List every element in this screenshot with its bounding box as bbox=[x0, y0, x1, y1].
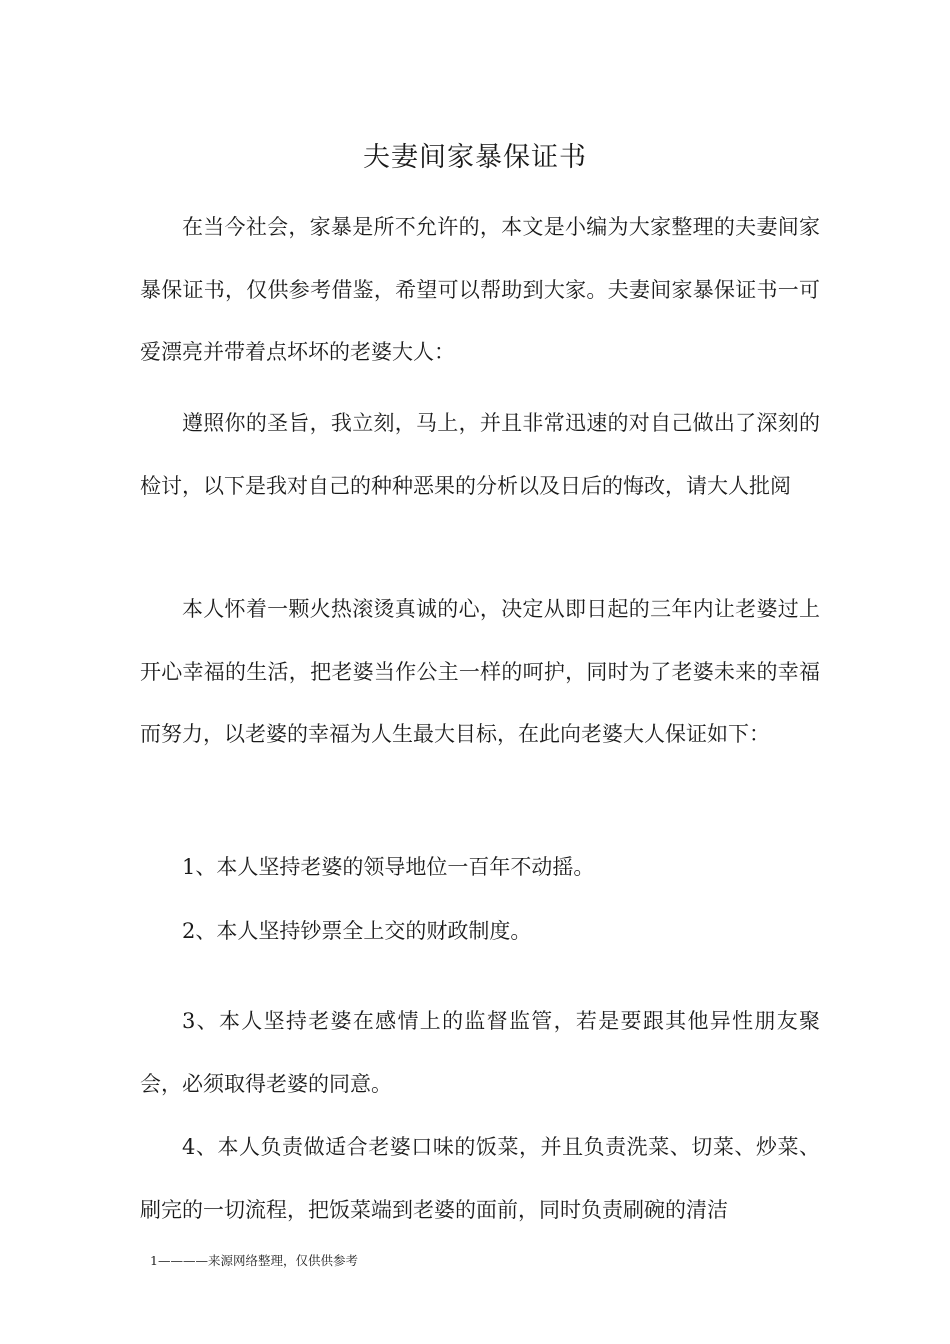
list-item-4: 4、本人负责做适合老婆口味的饭菜，并且负责洗菜、切菜、炒菜、刷完的一切流程，把饭菜端到老婆的面前，同时负责刷碗的清洁 bbox=[140, 1135, 820, 1222]
paragraph-intro: 在当今社会，家暴是所不允许的，本文是小编为大家整理的夫妻间家暴保证书，仅供参考借鉴，希望可以帮助到大家。夫妻间家暴保证书一可爱漂亮并带着点坏坏的老婆大人： bbox=[140, 215, 820, 364]
list-item-3: 3、本人坚持老婆在感情上的监督监管，若是要跟其他异性朋友聚会，必须取得老婆的同意。 bbox=[140, 1009, 820, 1096]
document-title: 夫妻间家暴保证书 bbox=[363, 142, 587, 173]
page-footer: 1————来源网络整理，仅供供参考 bbox=[150, 1253, 358, 1268]
list-item-1: 1、本人坚持老婆的领导地位一百年不动摇。 bbox=[182, 855, 595, 879]
paragraph-pledge: 本人怀着一颗火热滚烫真诚的心，决定从即日起的三年内让老婆过上开心幸福的生活，把老婆当作公主一样的呵护，同时为了老婆未来的幸福而努力，以老婆的幸福为人生最大目标，在此向老婆大人保证如下： bbox=[140, 597, 820, 746]
paragraph-review: 遵照你的圣旨，我立刻，马上，并且非常迅速的对自己做出了深刻的检讨，以下是我对自己的种种恶果的分析以及日后的悔改，请大人批阅 bbox=[140, 411, 820, 498]
list-item-2: 2、本人坚持钞票全上交的财政制度。 bbox=[182, 919, 532, 943]
